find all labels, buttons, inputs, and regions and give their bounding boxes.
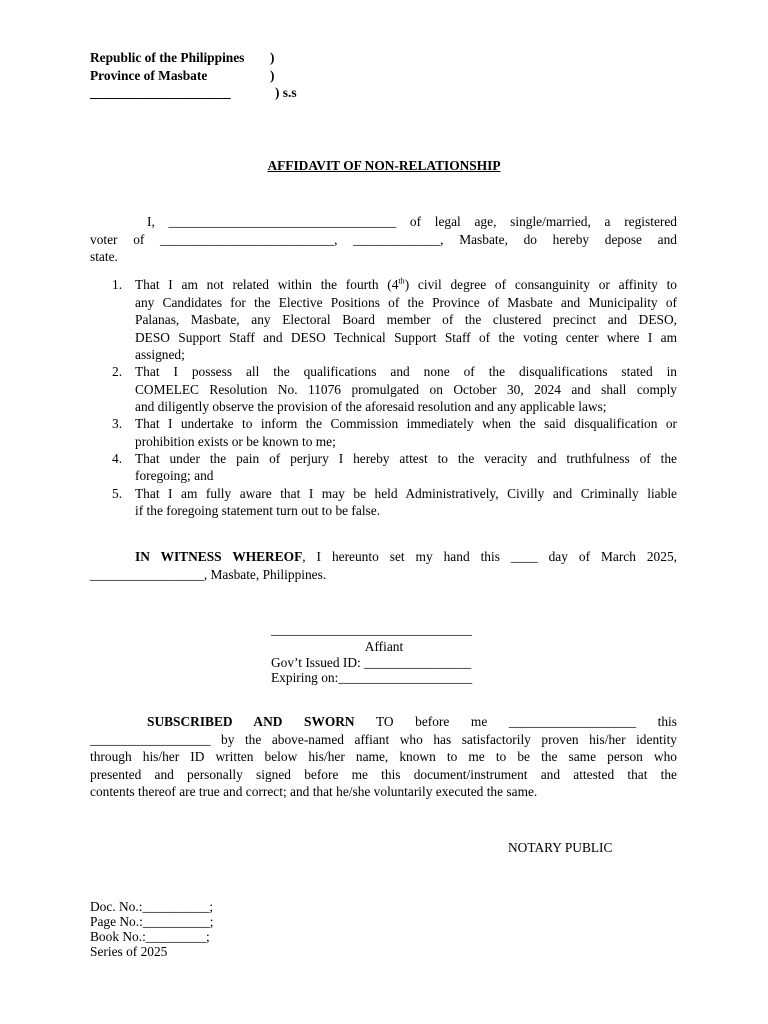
item-2-number: 2. — [112, 364, 123, 379]
item-2-line-2: COMELEC Resolution No. 11076 promulgated on October 30, 2024 and shall comply — [135, 382, 677, 397]
subscribed-line-2: __________________ by the above-named affiant who has satisfactorily proven his/her identity — [90, 732, 677, 747]
intro-line-1: I, __________________________________ of legal age, single/married, a registered — [147, 214, 677, 229]
item-1-line-1: That I am not related within the fourth (4th) civil degree of consanguinity or affinity to — [135, 276, 677, 292]
item-1-line-5: assigned; — [135, 347, 185, 362]
document-title: AFFIDAVIT OF NON-RELATIONSHIP — [267, 158, 501, 173]
intro-line-2: voter of __________________________, _____________, Masbate, do hereby depose and — [90, 232, 677, 247]
item-5-line-2: if the foregoing statement turn out to be false. — [135, 503, 381, 518]
header-paren-2: ) — [270, 68, 275, 83]
item-3-line-1: That I undertake to inform the Commission immediately when the said disqualification or — [135, 416, 677, 431]
item-2-line-3: and diligently observe the provision of the aforesaid resolution and any applicable laws; — [135, 399, 607, 414]
header-province: Province of Masbate — [90, 68, 208, 83]
footer-doc-no: Doc. No.:__________; — [90, 899, 214, 914]
item-5-line-1: That I am fully aware that I may be held Administratively, Civilly and Criminally liable — [135, 486, 677, 501]
footer-series: Series of 2025 — [90, 944, 168, 959]
subscribed-line-1: SUBSCRIBED AND SWORN TO before me ___________________ this — [147, 714, 677, 729]
footer-page-no: Page No.:__________; — [90, 914, 214, 929]
affiant-expiry-line: Expiring on:____________________ — [271, 670, 473, 685]
header-paren-1: ) — [270, 50, 275, 65]
item-4-line-2: foregoing; and — [135, 468, 214, 483]
subscribed-line-3: through his/her ID written below his/her name, known to me to be the same person who — [90, 749, 677, 764]
item-1-line-3: Palanas, Masbate, any Electoral Board member of the clustered precinct and DESO, — [135, 312, 677, 327]
item-3-number: 3. — [112, 416, 123, 431]
item-3-line-2: prohibition exists or be known to me; — [135, 434, 336, 449]
intro-line-3: state. — [90, 249, 118, 264]
item-2-line-1: That I possess all the qualifications and none of the disqualifications stated in — [135, 364, 677, 379]
item-1-line-2: any Candidates for the Elective Positions of the Province of Masbate and Municipality of — [135, 295, 677, 310]
affiant-label: Affiant — [364, 639, 404, 654]
header-blank-line: _____________________ — [90, 85, 231, 100]
notary-public-label: NOTARY PUBLIC — [508, 840, 613, 855]
item-5-number: 5. — [112, 486, 123, 501]
item-4-line-1: That under the pain of perjury I hereby attest to the veracity and truthfulness of the — [135, 451, 677, 466]
witness-line-2: _________________, Masbate, Philippines. — [90, 567, 327, 582]
item-1-number: 1. — [112, 277, 123, 292]
item-1-line-4: DESO Support Staff and DESO Technical Support Staff of the voting center where I am — [135, 330, 677, 345]
affiant-id-line: Gov’t Issued ID: ________________ — [271, 655, 472, 670]
item-4-number: 4. — [112, 451, 123, 466]
header-republic: Republic of the Philippines — [90, 50, 245, 65]
affiant-signature-line: ______________________________ — [271, 622, 472, 637]
footer-book-no: Book No.:_________; — [90, 929, 210, 944]
witness-line-1: IN WITNESS WHEREOF, I hereunto set my hand this ____ day of March 2025, — [135, 549, 677, 564]
header-ss: ) s.s — [275, 85, 297, 100]
subscribed-line-4: presented and personally signed before me this document/instrument and attested that the — [90, 767, 677, 782]
subscribed-line-5: contents thereof are true and correct; and that he/she voluntarily executed the same. — [90, 784, 538, 799]
